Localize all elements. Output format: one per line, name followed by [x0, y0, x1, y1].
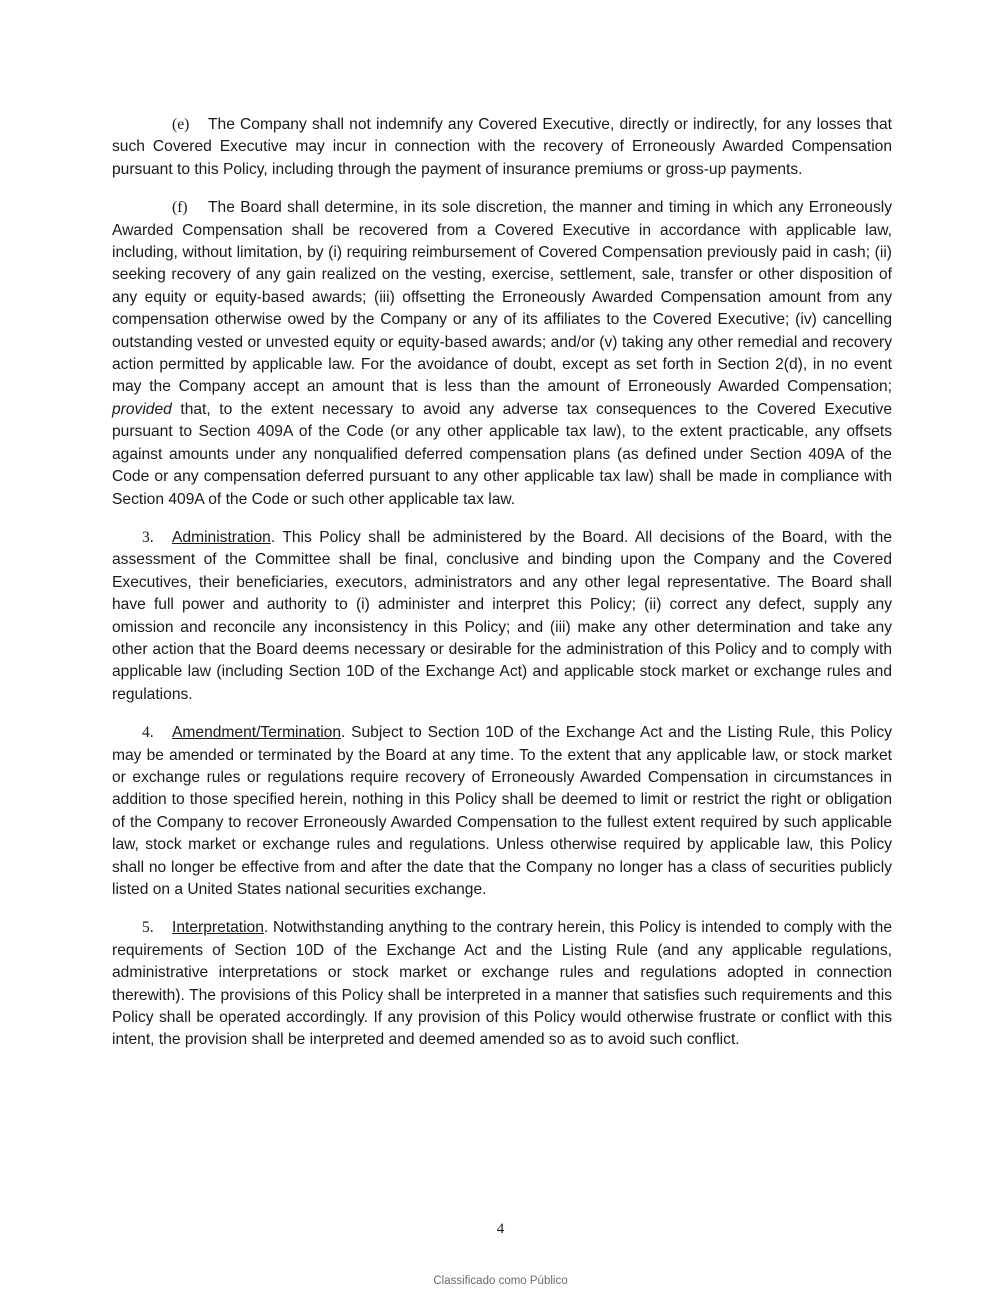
paragraph-text-continued: that, to the extent necessary to avoid any adverse tax consequences to the Covered Executive pursuant to Section 409A of the Code (or any other applicable tax law), to the extent practicable, any offsets against amounts under any nonqualified deferred compensation plans (as defined under Section 409A of the Code or any compensation deferred pursuant to any other applicable tax law) shall be made in compliance with Section 409A of the Code or such other applicable tax law.: [112, 400, 892, 508]
section-4-amendment-termination: [112, 722, 892, 901]
classification-label: Classificado como Público: [433, 1275, 568, 1287]
section-number: 3.: [142, 528, 154, 546]
paragraph-text: The Company shall not indemnify any Covered Executive, directly or indirectly, for any losses that such Covered Executive may incur in connection with the recovery of Erroneously Awarded Compensation pursuant to this Policy, including through the payment of insurance premiums or gross-up payments.: [112, 116, 892, 178]
section-number: 4.: [142, 724, 154, 742]
section-heading: Administration: [172, 528, 271, 546]
section-number: 5.: [142, 919, 154, 937]
paragraph-f: [112, 197, 892, 511]
paragraph-e: [112, 114, 892, 181]
section-text: . This Policy shall be administered by the Board. All decisions of the Board, with the assessment of the Committee shall be final, conclusive and binding upon the Company and the Covered Executives, their beneficiaries, executors, administrators and any other legal representative. The Board shall have full power and authority to (i) administer and interpret this Policy; (ii) correct any defect, supply any omission and reconcile any inconsistency in this Policy; and (iii) make any other determination and take any other action that the Board deems necessary or desirable for the administration of this Policy and to comply with applicable law (including Section 10D of the Exchange Act) and applicable stock market or exchange rules and regulations.: [112, 528, 892, 703]
page-number: 4: [496, 1221, 505, 1237]
paragraph-marker: (e): [172, 116, 190, 133]
section-3-administration: [112, 527, 892, 706]
paragraph-text: The Board shall determine, in its sole discretion, the manner and timing in which any Erroneously Awarded Compensation shall be recovered from a Covered Executive in accordance with applicable law, including, without limitation, by (i) requiring reimbursement of Covered Compensation previously paid in cash; (ii) seeking recovery of any gain realized on the vesting, exercise, settlement, sale, transfer or other disposition of any equity or equity-based awards; (iii) offsetting the Erroneously Awarded Compensation amount from any compensation otherwise owed by the Company or any of its affiliates to the Covered Executive; (iv) cancelling outstanding vested or unvested equity or equity-based awards; and/or (v) taking any other remedial and recovery action permitted by applicable law. For the avoidance of doubt, except as set forth in Section 2(d), in no event may the Company accept an amount that is less than the amount of Erroneously Awarded Compensation;: [112, 199, 892, 396]
section-heading: Amendment/Termination: [172, 724, 342, 742]
section-5-interpretation: [112, 917, 892, 1051]
document-body: [112, 114, 892, 1068]
emphasis-text: provided: [112, 400, 172, 418]
section-text: . Notwithstanding anything to the contrary herein, this Policy is intended to comply with the requirements of Section 10D of the Exchange Act and the Listing Rule (and any applicable regulations, administrative interpretations or stock market or exchange rules and regulations adopted in connection therewith). The provisions of this Policy shall be interpreted in a manner that satisfies such requirements and this Policy shall be operated accordingly. If any provision of this Policy would otherwise frustrate or conflict with this intent, the provision shall be interpreted and deemed amended so as to avoid such conflict.: [112, 919, 892, 1049]
section-text: . Subject to Section 10D of the Exchange Act and the Listing Rule, this Policy may be amended or terminated by the Board at any time. To the extent that any applicable law, or stock market or exchange rules or regulations require recovery of Erroneously Awarded Compensation in circumstances in addition to those specified herein, nothing in this Policy shall be deemed to limit or restrict the right or obligation of the Company to recover Erroneously Awarded Compensation to the fullest extent required by such applicable law, stock market or exchange rules and regulations. Unless otherwise required by applicable law, this Policy shall no longer be effective from and after the date that the Company no longer has a class of securities publicly listed on a United States national securities exchange.: [112, 724, 892, 898]
paragraph-marker: (f): [172, 199, 188, 217]
section-heading: Interpretation: [172, 919, 264, 937]
